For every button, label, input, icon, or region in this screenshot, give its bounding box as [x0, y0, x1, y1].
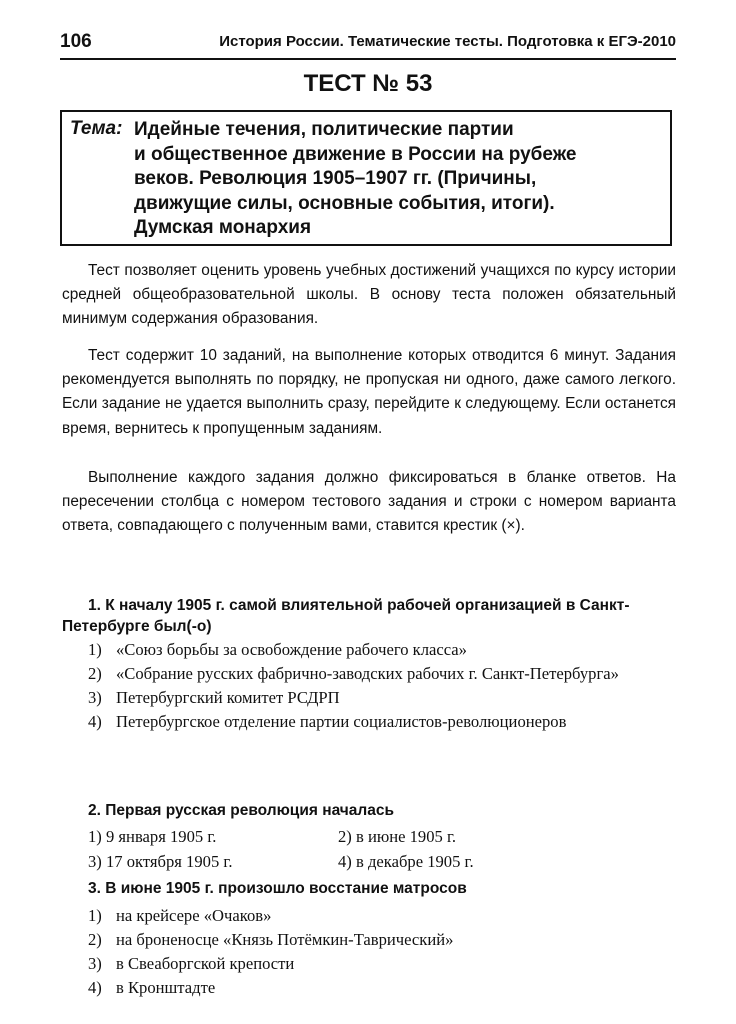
answer-option	[338, 849, 474, 874]
theme-box	[60, 110, 672, 246]
answer-option	[88, 686, 680, 710]
option-text: Петербургское отделение партии социалистов-революционеров	[116, 712, 567, 731]
question-1-options	[88, 638, 680, 734]
option-number: 4)	[88, 712, 102, 731]
answer-option	[88, 710, 680, 734]
option-text: в июне 1905 г.	[355, 827, 457, 846]
page-header	[60, 30, 676, 60]
answer-option	[88, 849, 232, 874]
option-number: 1)	[88, 906, 102, 925]
option-number: 4)	[338, 852, 352, 871]
option-number: 4)	[88, 978, 102, 997]
option-text: на крейсере «Очаков»	[116, 906, 272, 925]
option-number: 3)	[88, 954, 102, 973]
option-text: на броненосце «Князь Потёмкин-Таврический»	[116, 930, 454, 949]
option-text: в Свеаборгской крепости	[116, 954, 295, 973]
answer-option	[88, 824, 216, 849]
option-number: 1)	[88, 827, 102, 846]
page-number: 106	[60, 31, 92, 52]
answer-option	[88, 976, 680, 1000]
test-title: ТЕСТ № 53	[303, 70, 433, 97]
question-3-title: 3. В июне 1905 г. произошло восстание матросов	[88, 880, 467, 897]
option-number: 3)	[88, 688, 102, 707]
intro-paragraph: Тест содержит 10 заданий, на выполнение которых отводится 6 минут. Задания рекомендуется выполнять по порядку, не пропуская ни одного, даже самого легкого. Если задание не удается выполнить сразу, перейдите к следующему. Если останется время, вернитесь к пропущенным заданиям.	[62, 347, 676, 437]
option-text: в декабре 1905 г.	[355, 852, 474, 871]
question-2-title: 2. Первая русская революция началась	[88, 802, 395, 819]
answer-option	[88, 952, 680, 976]
answer-option	[88, 928, 680, 952]
option-text: в Кронштадте	[116, 978, 216, 997]
option-text: 9 января 1905 г.	[105, 827, 217, 846]
option-number: 3)	[88, 852, 102, 871]
option-text: 17 октября 1905 г.	[105, 852, 233, 871]
answer-option	[88, 904, 680, 928]
option-number: 2)	[88, 930, 102, 949]
option-text: «Союз борьбы за освобождение рабочего класса»	[116, 640, 467, 659]
option-number: 2)	[338, 827, 352, 846]
running-title: История России. Тематические тесты. Подготовка к ЕГЭ-2010	[219, 33, 676, 50]
theme-label: Тема:	[70, 118, 123, 139]
theme-text: Идейные течения, политические партии и общественное движение в России на рубеже веков. Революция 1905–1907 гг. (Причины, движущие силы, основные события, итоги). Думская монархия	[134, 119, 577, 239]
option-number: 1)	[88, 640, 102, 659]
question-1-title: 1. К началу 1905 г. самой влиятельной рабочей организацией в Санкт-Петербурге был(-о)	[62, 597, 630, 635]
option-text: «Собрание русских фабрично-заводских рабочих г. Санкт-Петербурга»	[116, 664, 619, 683]
option-number: 2)	[88, 664, 102, 683]
question-3-options	[88, 904, 680, 1000]
option-text: Петербургский комитет РСДРП	[116, 688, 340, 707]
answer-option	[338, 824, 456, 849]
answer-option	[88, 662, 680, 686]
intro-paragraph: Выполнение каждого задания должно фиксироваться в бланке ответов. На пересечении столбца с номером тестового задания и строки с номером варианта ответа, совпадающего с полученным вами, ставится крестик (×).	[62, 469, 676, 535]
intro-paragraph: Тест позволяет оценить уровень учебных достижений учащихся по курсу истории средней общеобразовательной школы. В основу теста положен обязательный минимум содержания образования.	[62, 262, 676, 328]
answer-option	[88, 638, 680, 662]
